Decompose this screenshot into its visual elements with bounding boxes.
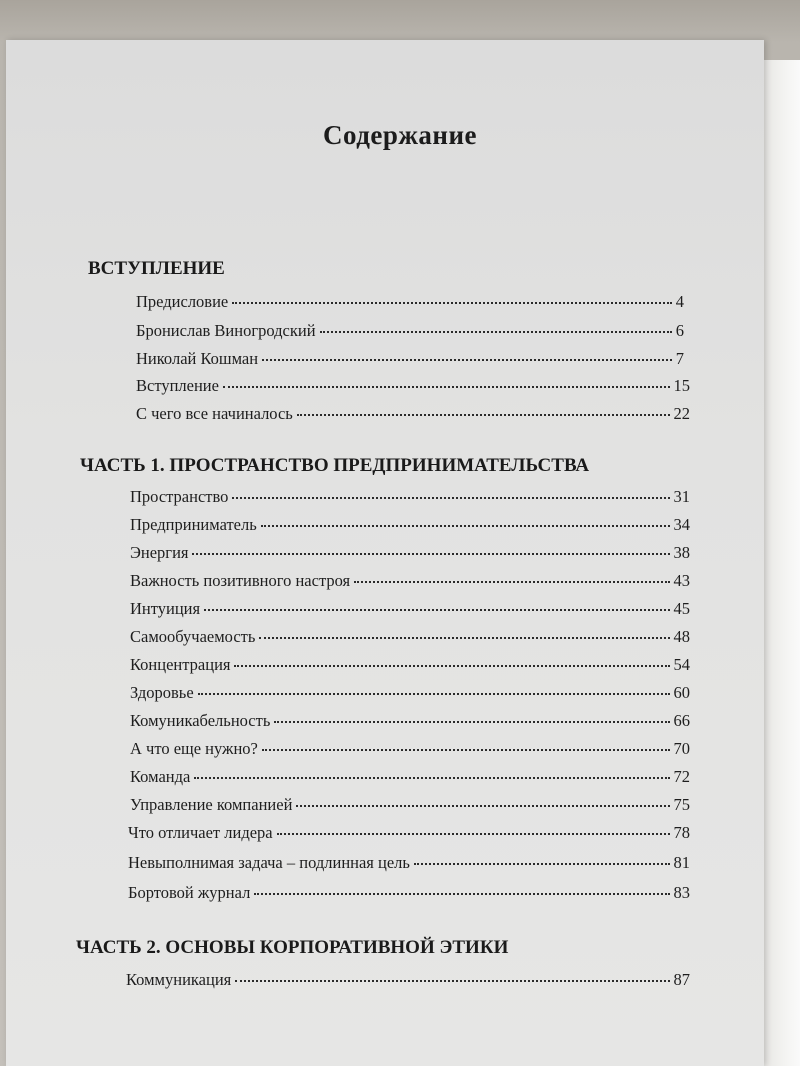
leader-dots — [259, 637, 669, 639]
leader-dots — [223, 386, 670, 388]
leader-dots — [235, 980, 669, 982]
toc-entry[interactable] — [130, 487, 690, 511]
section-heading-part-1: ЧАСТЬ 1. ПРОСТРАНСТВО ПРЕДПРИНИМАТЕЛЬСТВА — [80, 455, 590, 476]
toc-entry[interactable] — [130, 655, 690, 679]
leader-dots — [254, 893, 669, 895]
leader-dots — [354, 581, 669, 583]
leader-dots — [232, 497, 669, 499]
toc-entry-label: Бронислав Виногродский — [136, 321, 316, 340]
toc-entry[interactable] — [130, 767, 690, 791]
leader-dots — [262, 359, 672, 361]
toc-entry-page: 43 — [673, 571, 690, 590]
leader-dots — [262, 749, 670, 751]
toc-entry-page: 34 — [673, 515, 690, 534]
toc-entry-label: Интуиция — [130, 599, 201, 618]
toc-entry[interactable] — [136, 376, 690, 400]
toc-entry[interactable] — [130, 543, 690, 567]
toc-entry-label: Энергия — [130, 543, 189, 562]
leader-dots — [232, 302, 672, 304]
toc-entry-page: 66 — [673, 711, 690, 730]
toc-entry-page: 54 — [673, 655, 690, 674]
toc-entry-page: 31 — [673, 487, 690, 506]
leader-dots — [296, 805, 669, 807]
leader-dots — [198, 693, 670, 695]
leader-dots — [234, 665, 669, 667]
toc-entry-label: С чего все начиналось — [136, 404, 293, 423]
toc-entry-page: 78 — [673, 823, 690, 842]
toc-entry-page: 22 — [673, 404, 690, 423]
toc-entry[interactable] — [130, 515, 690, 539]
toc-entry-label: Вступление — [136, 376, 219, 395]
toc-entry-label: Самообучаемость — [130, 627, 256, 646]
toc-entry[interactable] — [136, 404, 690, 428]
toc-entry-page: 87 — [673, 970, 690, 989]
toc-entry-page: 45 — [673, 599, 690, 618]
toc-entry[interactable] — [136, 349, 684, 373]
toc-entry[interactable] — [128, 823, 690, 847]
toc-entry-label: Команда — [130, 767, 191, 786]
toc-entry-label: Коммуникация — [126, 970, 232, 989]
toc-entry-page: 72 — [673, 767, 690, 786]
toc-entry-page: 75 — [673, 795, 690, 814]
toc-entry-label: Концентрация — [130, 655, 231, 674]
toc-entry-label: Пространство — [130, 487, 229, 506]
toc-entry[interactable] — [126, 970, 690, 994]
toc-entry-page: 60 — [673, 683, 690, 702]
toc-entry[interactable] — [130, 739, 690, 763]
section-heading-part-2: ЧАСТЬ 2. ОСНОВЫ КОРПОРАТИВНОЙ ЭТИКИ — [76, 937, 509, 958]
leader-dots — [297, 414, 670, 416]
toc-entry-page: 81 — [673, 853, 690, 872]
toc-entry-label: Важность позитивного настроя — [130, 571, 351, 590]
toc-entry-label: Управление компанией — [130, 795, 293, 814]
toc-entry[interactable] — [130, 683, 690, 707]
toc-entry-page: 48 — [673, 627, 690, 646]
toc-entry-page: 6 — [675, 321, 684, 340]
toc-entry[interactable] — [130, 795, 690, 819]
toc-entry-label: Невыполнимая задача – подлинная цель — [128, 853, 410, 872]
toc-entry-label: Здоровье — [130, 683, 194, 702]
toc-entry-page: 15 — [673, 376, 690, 395]
toc-entry[interactable] — [136, 321, 684, 345]
leader-dots — [274, 721, 669, 723]
section-heading-intro: ВСТУПЛЕНИЕ — [88, 258, 225, 279]
toc-entry[interactable] — [130, 571, 690, 595]
next-page-edge — [764, 60, 800, 1066]
leader-dots — [204, 609, 669, 611]
toc-entry[interactable] — [130, 711, 690, 735]
toc-entry[interactable] — [128, 853, 690, 877]
leader-dots — [320, 331, 672, 333]
toc-entry-page: 83 — [673, 883, 690, 902]
leader-dots — [194, 777, 669, 779]
toc-entry-label: Предприниматель — [130, 515, 257, 534]
leader-dots — [414, 863, 670, 865]
leader-dots — [261, 525, 670, 527]
toc-entry-label: Николай Кошман — [136, 349, 259, 368]
leader-dots — [192, 553, 669, 555]
leader-dots — [277, 833, 670, 835]
toc-entry-label: Предисловие — [136, 292, 229, 311]
toc-entry-label: Бортовой журнал — [128, 883, 251, 902]
toc-entry-label: Что отличает лидера — [128, 823, 273, 842]
page-title: Содержание — [322, 120, 478, 150]
toc-entry-page: 70 — [673, 739, 690, 758]
toc-entry-page: 38 — [673, 543, 690, 562]
toc-entry-page: 7 — [675, 349, 684, 368]
toc-entry-label: Комуникабельность — [130, 711, 271, 730]
toc-entry[interactable] — [128, 883, 690, 907]
toc-entry-label: А что еще нужно? — [130, 739, 258, 758]
toc-entry[interactable] — [130, 599, 690, 623]
toc-entry[interactable] — [136, 292, 684, 316]
toc-entry[interactable] — [130, 627, 690, 651]
toc-entry-page: 4 — [675, 292, 684, 311]
